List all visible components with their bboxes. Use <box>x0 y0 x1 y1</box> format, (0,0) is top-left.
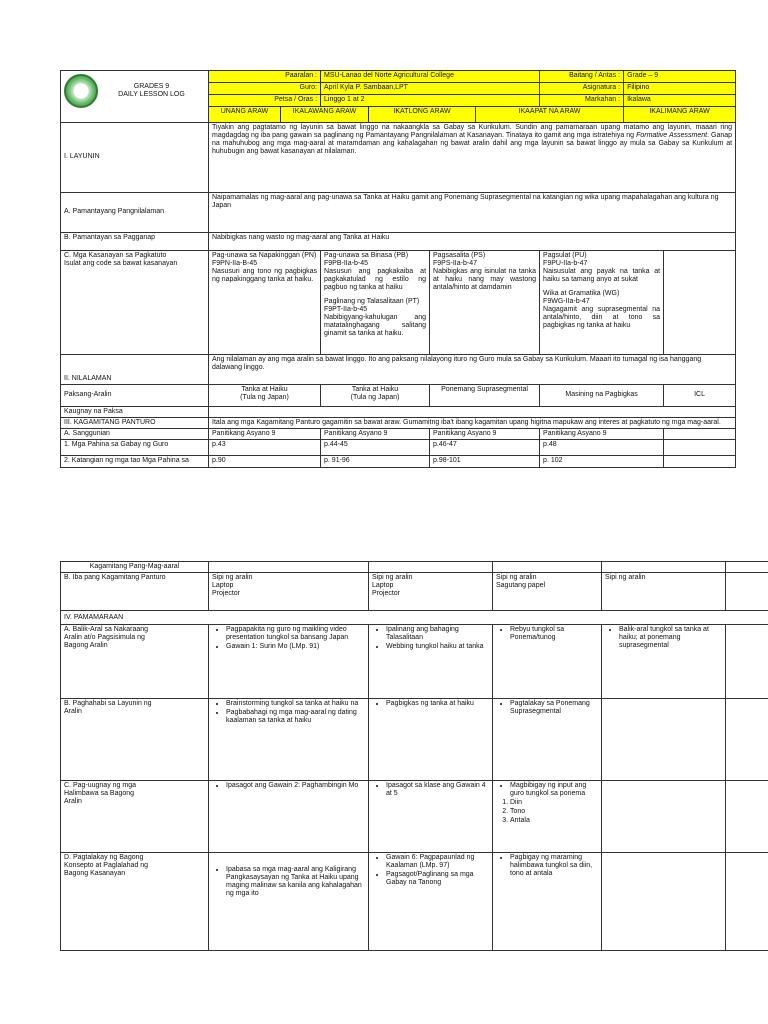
pag-uugnay-day5 <box>726 781 768 853</box>
layunin-text: Tiyakin ang pagtatamo ng layunin sa bawat linggo na nakaangkla sa Gabay sa Kurikulum. Sundin ang pamamaraan upang matamo ang layunin, maaari ring magdagdag ng iba pang gawain sa paglinang ng Pamantayang Pangnilalaman at Kasanayan. Tinataya ito gamit ang mga istratehiya ng Formative Assessment. Ganap na mahuhubog ang mga mag-aaral at maramdaman ang kahalagahan ng bawat aralin dahil ang mga layunin sa bawat linggo ay mula sa Gabay sa Kurikulum at huhubugin ang bawat kasanayan at nilalaman. <box>209 123 736 193</box>
school-seal-logo <box>64 74 98 108</box>
balik-aral-label: A. Balik-Aral sa Nakaraang Aralin at/o Pagsisimula ng Bagong Aralin <box>61 625 209 699</box>
paaralan-value: MSU-Lanao del Norte Agricultural College <box>321 71 540 83</box>
balik-aral-day5 <box>726 625 768 699</box>
iba-pang-day4: Sipi ng aralin <box>602 573 726 611</box>
iba-pang-day5 <box>726 573 768 611</box>
katangian-day5 <box>664 456 736 468</box>
katangian-day1: p.90 <box>209 456 321 468</box>
katangian-day3: p.98-101 <box>430 456 540 468</box>
baitang-label: Baitang / Antas : <box>540 71 624 83</box>
kagamitang-day1 <box>209 562 369 573</box>
mga-pahina-day1: p.43 <box>209 440 321 456</box>
katangian-day4: p. 102 <box>540 456 664 468</box>
iba-pang-day2: Sipi ng aralin Laptop Projector <box>369 573 493 611</box>
balik-aral-day3: • Rebyu tungkol sa Ponema/tunog <box>493 625 602 699</box>
pagtalakay-day3: • Pagbigay ng maraming halimbawa tungkol sa diin, tono at antala <box>493 853 602 951</box>
pamantayan-sa-pagganap-text: Nabibigkas nang wasto ng mag-aaral ang Tanka at Haiku <box>209 233 736 251</box>
kagamitan-label: III. KAGAMITANG PANTURO <box>61 418 209 429</box>
day-header-3: IKATLONG ARAW <box>369 107 476 123</box>
sanggunian-day2: Panitikang Asyano 9 <box>321 429 430 440</box>
sanggunian-day1: Panitikang Asyano 9 <box>209 429 321 440</box>
mga-pahina-day3: p.46-47 <box>430 440 540 456</box>
lesson-log-header-table <box>60 70 736 468</box>
paghahabi-label: B. Paghahabi sa Layunin ng Aralin <box>61 699 209 781</box>
markahan-label: Markahan : <box>540 95 624 107</box>
nilalaman-label: II. NILALAMAN <box>61 355 209 385</box>
paghahabi-day2: • Pagbigkas ng tanka at haiku <box>369 699 493 781</box>
katangian-day2: p. 91-96 <box>321 456 430 468</box>
kasanayan-day4: Pagsulat (PU) F9PU-IIa-b-47 Naisusulat ang payak na tanka at haiku sa tamang anyo at sukat Wika at Gramatika (WG) F9WG-IIa-b-47 Nagagamit ang suprasegmental na antala/hinto, diin at tono sa pagbigkas ng tanka at haiku <box>540 251 664 355</box>
petsa-value: Linggo 1 at 2 <box>321 95 540 107</box>
kagamitang-pang-mag-aaral-label: Kagamitang Pang-Mag-aaral <box>61 562 209 573</box>
kasanayan-day3: Pagsasalita (PS) F9PS-IIa-b-47 Nabibigkas ang isinulat na tanka at haiku nang may wastong antala/hinto at damdamin <box>430 251 540 355</box>
paghahabi-day1: • Brainstorming tungkol sa tanka at haiku na • Pagbabahagi ng mga mag-aaral ng dating kaalaman sa tanka at haiku <box>209 699 369 781</box>
pamantayan-sa-pagganap-label: B. Pamantayan sa Pagganap <box>61 233 209 251</box>
asignatura-value: Filipino <box>624 83 736 95</box>
mga-pahina-label: 1. Mga Pahina sa Gabay ng Guro <box>61 440 209 456</box>
iba-pang-kagamitan-label: B. Iba pang Kagamitang Panturo <box>61 573 209 611</box>
pag-uugnay-day2: • Ipasagot sa klase ang Gawain 4 at 5 <box>369 781 493 853</box>
paaralan-label: Paaralan : <box>209 71 321 83</box>
pag-uugnay-label: C. Pag-uugnay ng mga Halimbawa sa Bagong Aralin <box>61 781 209 853</box>
kagamitang-day4 <box>602 562 726 573</box>
pagtalakay-day5 <box>726 853 768 951</box>
kagamitang-day3 <box>493 562 602 573</box>
day-header-4: IKAAPAT NA ARAW <box>476 107 624 123</box>
day-header-2: IKALAWANG ARAW <box>281 107 369 123</box>
kaugnay-value <box>209 407 736 418</box>
log-title-grade: GRADES 9 <box>133 82 170 90</box>
sanggunian-day4: Panitikang Asyano 9 <box>540 429 664 440</box>
pagtalakay-day4 <box>602 853 726 951</box>
paksang-aralin-day5: ICL <box>664 385 736 407</box>
day-header-5: IKALIMANG ARAW <box>624 107 736 123</box>
asignatura-label: Asignatura : <box>540 83 624 95</box>
paghahabi-day3: • Pagtalakay sa Ponemang Suprasegmental <box>493 699 602 781</box>
guro-label: Guro: <box>209 83 321 95</box>
mga-pahina-day4: p.48 <box>540 440 664 456</box>
kagamitang-day5 <box>726 562 768 573</box>
paksang-aralin-label: Paksang-Aralin <box>61 385 209 407</box>
balik-aral-day4: • Balik-aral tungkol sa tanka at haiku; at ponemang suprasegmental <box>602 625 726 699</box>
pamantayang-pangnilalaman-text: Naipamamalas ng mag-aaral ang pag-unawa sa Tanka at Haiku gamit ang Ponemang Suprasegmental na katangian ng wika upang mapahalagahan ang kultura ng Japan <box>209 193 736 233</box>
kagamitang-day2 <box>369 562 493 573</box>
school-header-cell <box>61 71 209 123</box>
paghahabi-day4 <box>602 699 726 781</box>
kaugnay-label: Kaugnay na Paksa <box>61 407 209 418</box>
day-header-1: UNANG ARAW <box>209 107 281 123</box>
pag-uugnay-day1: • Ipasagot ang Gawain 2: Paghambingin Mo <box>209 781 369 853</box>
pag-uugnay-day3: • Magbibigay ng input ang guro tungkol sa ponema 1. Diin 2. Tono 3. Antala <box>493 781 602 853</box>
balik-aral-day2: • Ipalinang ang bahaging Talasalitaan • Webbing tungkol haiku at tanka <box>369 625 493 699</box>
paksang-aralin-day1: Tanka at Haiku (Tula ng Japan) <box>209 385 321 407</box>
paghahabi-day5 <box>726 699 768 781</box>
sanggunian-day5 <box>664 429 736 440</box>
kasanayan-day1: Pag-unawa sa Napakinggan (PN) F9PN-IIa-B-45 Nasusuri ang tono ng pagbigkas ng napakinggang tanka at haiku. <box>209 251 321 355</box>
petsa-label: Petsa / Oras : <box>209 95 321 107</box>
sanggunian-label: A. Sanggunian <box>61 429 209 440</box>
pamamaraan-label: IV. PAMAMARAAN <box>61 611 768 625</box>
sanggunian-day3: Panitikang Asyano 9 <box>430 429 540 440</box>
mga-pahina-day5 <box>664 440 736 456</box>
katangian-label: 2. Katangian ng mga tao Mga Pahina sa <box>61 456 209 468</box>
lesson-log-procedure-table <box>60 561 768 951</box>
mga-pahina-day2: p.44-45 <box>321 440 430 456</box>
kagamitan-text: Itala ang mga Kagamitang Panturo gagamitin sa bawat araw. Gumamitng iba't ibang kagamitan upang higitna mapukaw ang interes at pagkatuto ng mga mag-aaral. <box>209 418 736 429</box>
log-title-dll: DAILY LESSON LOG <box>118 91 185 98</box>
pagtalakay-label: D. Pagtalakay ng Bagong Konsepto at Paglalahad ng Bagong Kasanayan <box>61 853 209 951</box>
balik-aral-day1: • Pagpapakita ng guro ng maikling video presentation tungkol sa bansang Japan • Gawain 1: Surin Mo (LMp. 91) <box>209 625 369 699</box>
paksang-aralin-day3: Ponemang Suprasegmental <box>430 385 540 407</box>
kasanayan-label: C. Mga Kasanayan sa Pagkatuto Isulat ang code sa bawat kasanayan <box>61 251 209 355</box>
markahan-value: Ikalawa <box>624 95 736 107</box>
paksang-aralin-day4: Masining na Pagbigkas <box>540 385 664 407</box>
iba-pang-day3: Sipi ng aralin Sagutang papel <box>493 573 602 611</box>
kasanayan-day2: Pag-unawa sa Binasa (PB) F9PB-IIa-b-45 Nasusuri ang pagkakaiba at pagkakatulad ng estilo ng pagbuo ng tanka at haiku Paglinang ng Talasalitaan (PT) F9PT-IIa-b-45 Nabibigyang-kahulugan ang matatalinghagang salitang ginamit sa tanka at haiku. <box>321 251 430 355</box>
iba-pang-day1: Sipi ng aralin Laptop Projector <box>209 573 369 611</box>
layunin-label: I. LAYUNIN <box>61 123 209 193</box>
baitang-value: Grade – 9 <box>624 71 736 83</box>
kasanayan-day5 <box>664 251 736 355</box>
pagtalakay-day1: • Ipabasa sa mga mag-aaral ang Kaligirang Pangkasaysayan ng Tanka at Haiku upang maging malinaw sa kanila ang kahalagahan ng mga ito <box>209 853 369 951</box>
pamantayang-pangnilalaman-label: A. Pamantayang Pangnilalaman <box>61 193 209 233</box>
nilalaman-text: Ang nilalaman ay ang mga aralin sa bawat linggo. Ito ang paksang nilalayong ituro ng Guro mula sa Gabay sa Kurikulum. Maaari ito tumagal ng isa hanggang dalawang linggo. <box>209 355 736 385</box>
guro-value: April Kyla P. Sambaan,LPT <box>321 83 540 95</box>
pagtalakay-day2: • Gawain 6: Pagpapaunlad ng Kaalaman (LMp. 97) • Pagsagot/Paglinang sa mga Gabay na Tanong <box>369 853 493 951</box>
pag-uugnay-day4 <box>602 781 726 853</box>
paksang-aralin-day2: Tanka at Haiku (Tula ng Japan) <box>321 385 430 407</box>
